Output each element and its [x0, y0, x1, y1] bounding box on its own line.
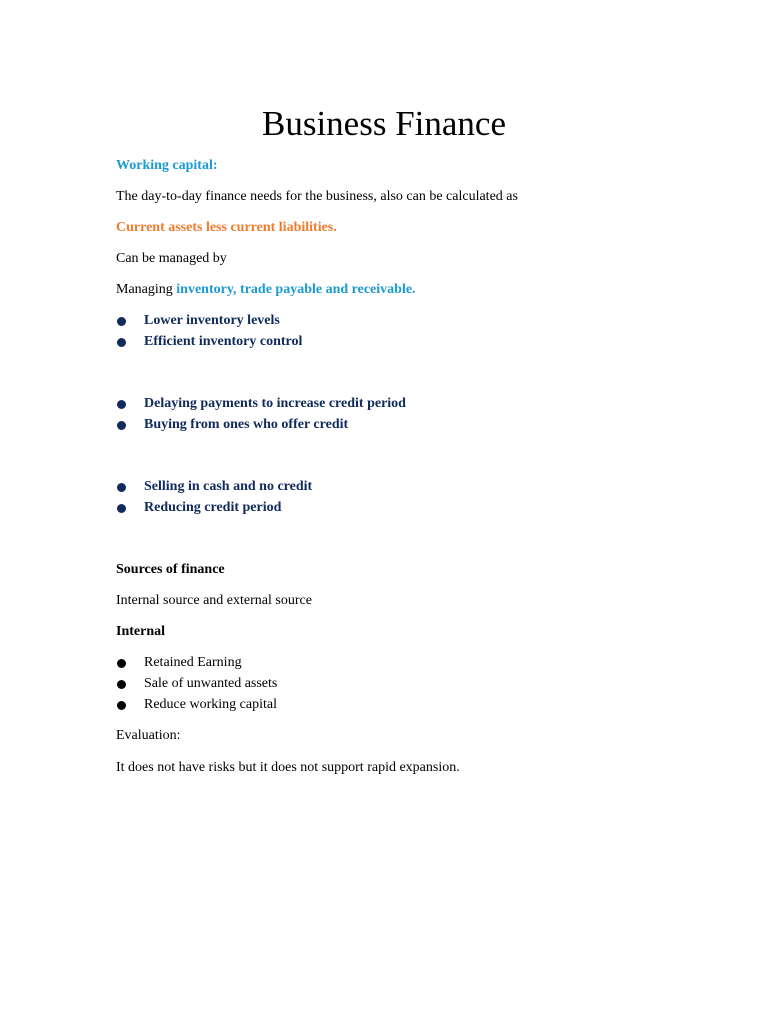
bullet-icon [117, 421, 126, 430]
working-capital-heading: Working capital: [116, 158, 218, 173]
evaluation-label: Evaluation: [116, 728, 181, 743]
list-item-text: Sale of unwanted assets [144, 676, 278, 691]
managing-highlight: inventory, trade payable and receivable. [176, 282, 416, 297]
list-item-text: Reducing credit period [144, 500, 282, 515]
bullet-icon [117, 483, 126, 492]
bullet-icon [117, 338, 126, 347]
bullet-icon [117, 504, 126, 513]
bullet-icon [117, 680, 126, 689]
sources-heading: Sources of finance [116, 562, 225, 577]
evaluation-text: It does not have risks but it does not support rapid expansion. [116, 760, 460, 775]
list-item-text: Retained Earning [144, 655, 242, 670]
list-item-text: Buying from ones who offer credit [144, 417, 349, 432]
bullet-icon [117, 400, 126, 409]
list-item-text: Reduce working capital [144, 697, 277, 712]
page-title: Business Finance [261, 104, 506, 143]
working-capital-definition: The day-to-day finance needs for the business, also can be calculated as [116, 189, 518, 204]
list-item-text: Delaying payments to increase credit period [144, 396, 406, 411]
managing-prefix: Managing [116, 282, 177, 297]
sources-intro: Internal source and external source [116, 593, 312, 608]
bullet-icon [117, 317, 126, 326]
internal-heading: Internal [116, 624, 165, 639]
managing-line [116, 281, 416, 299]
list-item-text: Selling in cash and no credit [144, 479, 313, 494]
list-item-text: Efficient inventory control [144, 334, 303, 349]
bullet-icon [117, 659, 126, 668]
working-capital-formula: Current assets less current liabilities. [116, 220, 337, 235]
list-item-text: Lower inventory levels [144, 313, 280, 328]
managed-by-text: Can be managed by [116, 251, 227, 266]
bullet-icon [117, 701, 126, 710]
